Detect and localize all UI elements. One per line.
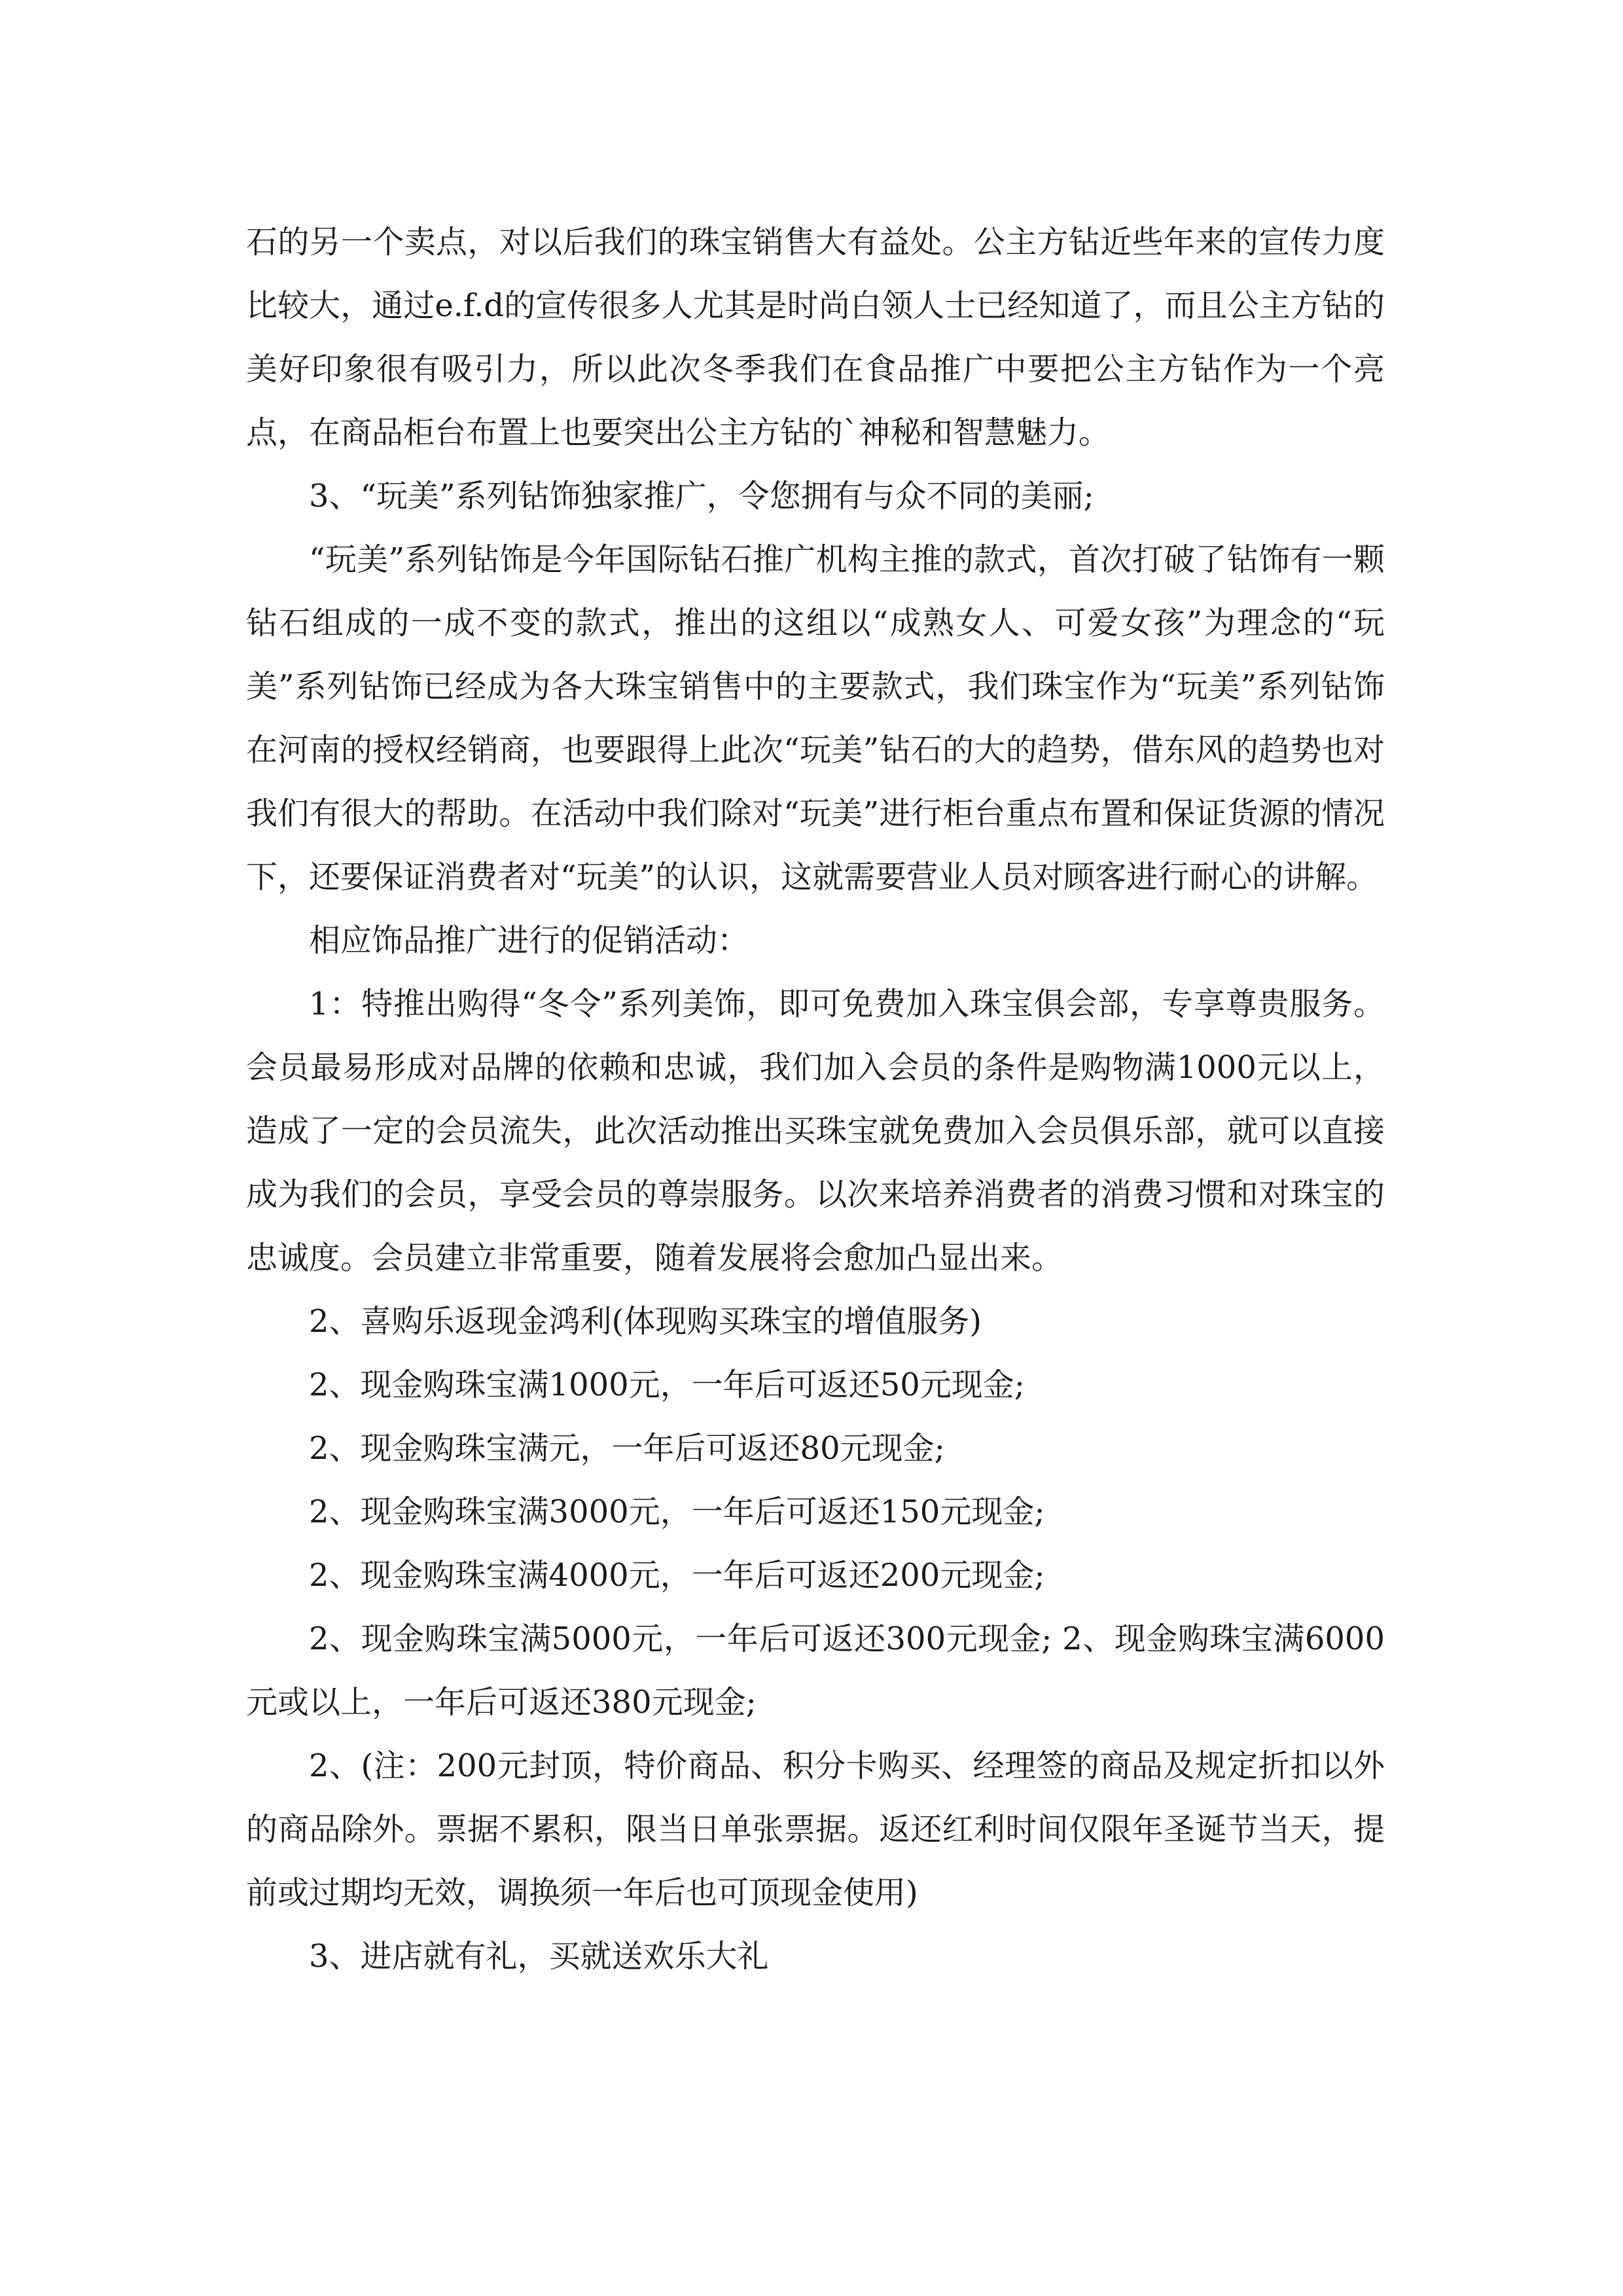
paragraph: 2、现金购珠宝满5000元，一年后可返还300元现金; 2、现金购珠宝满6000元或以上，一年后可返还380元现金; [246,1621,1385,1721]
document-body [246,211,1385,1988]
paragraph: 3、进店就有礼，买就送欢乐大礼 [309,1938,769,1975]
paragraph: 1：特推出购得“冬令”系列美饰，即可免费加入珠宝俱会部，专享尊贵服务。会员最易形成对品牌的依赖和忠诚，我们加入会员的条件是购物满1000元以上，造成了一定的会员流失，此次活动推出买珠宝就免费加入会员俱乐部，就可以直接成为我们的会员，享受会员的尊崇服务。以次来培养消费者的消费习惯和对珠宝的忠诚度。会员建立非常重要，随着发展将会愈加凸显出来。 [246,986,1385,1276]
paragraph: 2、(注：200元封顶，特价商品、积分卡购买、经理签的商品及规定折扣以外的商品除外。票据不累积，限当日单张票据。返还红利时间仅限年圣诞节当天，提前或过期均无效，调换须一年后也可顶现金使用) [246,1748,1385,1911]
paragraph: 2、现金购珠宝满4000元，一年后可返还200元现金; [309,1557,1045,1594]
paragraph: 3、“玩美”系列钻饰独家推广，令您拥有与众不同的美丽; [309,478,1094,514]
paragraph: 2、现金购珠宝满1000元，一年后可返还50元现金; [309,1367,1025,1403]
paragraph: 石的另一个卖点，对以后我们的珠宝销售大有益处。公主方钻近些年来的宣传力度比较大，通过e.f.d的宣传很多人尤其是时尚白领人士已经知道了，而且公主方钻的美好印象很有吸引力，所以此次冬季我们在食品推广中要把公主方钻作为一个亮点，在商品柜台布置上也要突出公主方钻的`神秘和智慧魅力。 [246,224,1385,451]
paragraph: 2、现金购珠宝满元，一年后可返还80元现金; [309,1430,945,1467]
paragraph: 相应饰品推广进行的促销活动： [309,922,749,959]
paragraph: “玩美”系列钻饰是今年国际钻石推广机构主推的款式，首次打破了钻饰有一颗钻石组成的一成不变的款式，推出的这组以“成熟女人、可爱女孩”为理念的“玩美”系列钻饰已经成为各大珠宝销售中的主要款式，我们珠宝作为“玩美”系列钻饰在河南的授权经销商，也要跟得上此次“玩美”钻石的大的趋势，借东风的趋势也对我们有很大的帮助。在活动中我们除对“玩美”进行柜台重点布置和保证货源的情况下，还要保证消费者对“玩美”的认识，这就需要营业人员对顾客进行耐心的讲解。 [246,541,1385,895]
paragraph: 2、现金购珠宝满3000元，一年后可返还150元现金; [309,1494,1045,1530]
paragraph: 2、喜购乐返现金鸿利(体现购买珠宝的增值服务) [309,1303,982,1340]
